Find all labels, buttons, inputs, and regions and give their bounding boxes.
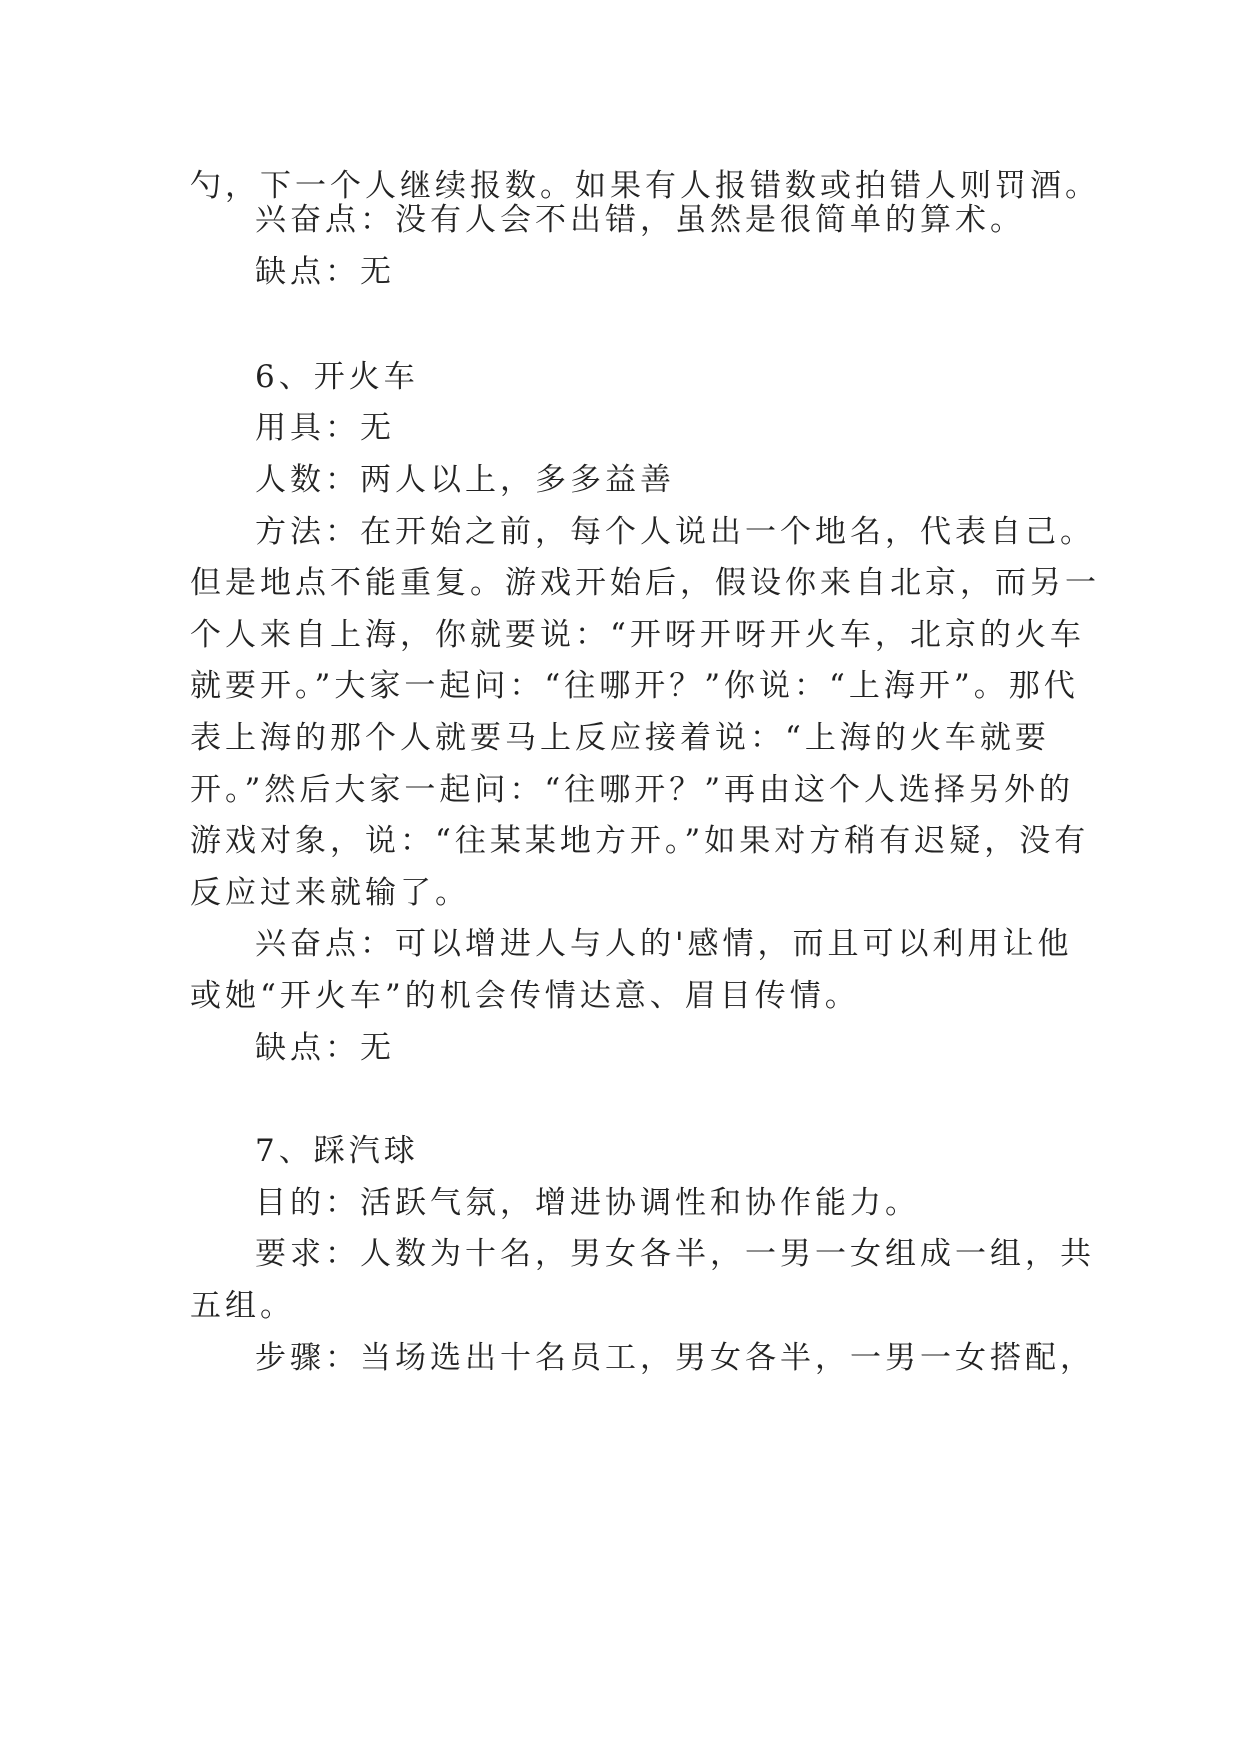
text-line: 缺点：无 xyxy=(255,1030,395,1066)
section-heading: 7、踩汽球 xyxy=(255,1133,419,1169)
text-line: 游戏对象，说：“往某某地方开。”如果对方稍有迟疑，没有 xyxy=(190,823,1090,859)
text-line: 目的：活跃气氛，增进协调性和协作能力。 xyxy=(255,1185,920,1221)
text-line: 方法：在开始之前，每个人说出一个地名，代表自己。 xyxy=(255,514,1095,550)
text-line: 兴奋点：没有人会不出错，虽然是很简单的算术。 xyxy=(255,202,1025,238)
text-line: 反应过来就输了。 xyxy=(190,875,470,911)
text-line: 要求：人数为十名，男女各半，一男一女组成一组，共 xyxy=(255,1236,1095,1272)
text-line: 五组。 xyxy=(190,1288,295,1324)
text-line: 就要开。”大家一起问：“往哪开？”你说：“上海开”。那代 xyxy=(190,668,1079,704)
text-line: 个人来自上海，你就要说：“开呀开呀开火车，北京的火车 xyxy=(190,617,1085,653)
text-line: 人数：两人以上，多多益善 xyxy=(255,462,675,498)
section-heading: 6、开火车 xyxy=(255,359,419,395)
text-line: 兴奋点：可以增进人与人的'感情，而且可以利用让他 xyxy=(255,926,1073,962)
text-line: 但是地点不能重复。游戏开始后，假设你来自北京，而另一 xyxy=(190,565,1100,601)
text-line: 或她“开火车”的机会传情达意、眉目传情。 xyxy=(190,978,860,1014)
text-line: 步骤：当场选出十名员工，男女各半，一男一女搭配， xyxy=(255,1340,1095,1376)
text-line: 开。”然后大家一起问：“往哪开？”再由这个人选择另外的 xyxy=(190,772,1075,808)
text-line: 勺，下一个人继续报数。如果有人报错数或拍错人则罚酒。 xyxy=(190,168,1100,204)
text-line: 缺点：无 xyxy=(255,254,395,290)
text-line: 表上海的那个人就要马上反应接着说：“上海的火车就要 xyxy=(190,720,1050,756)
text-line: 用具：无 xyxy=(255,410,395,446)
